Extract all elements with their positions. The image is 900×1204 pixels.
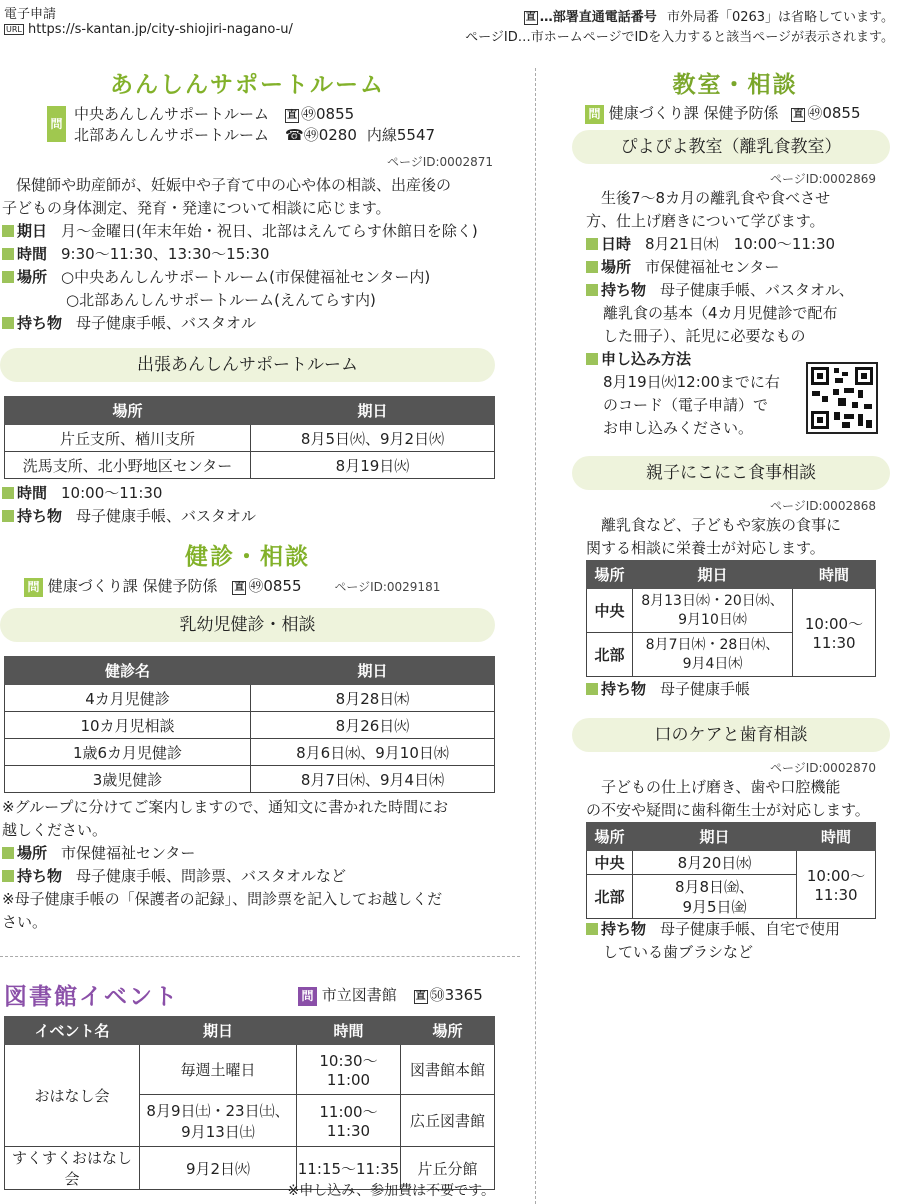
anshin-contact-1: 中央あんしんサポートルーム 直 ㊾0855 [74,105,355,123]
kuchi-table: 場所 期日 時間 中央 8月20日㈬ 10:00～ 11:30 北部 8月8日㈮、 9月5日㈮ [586,822,876,919]
kuchi-title: 口のケアと歯育相談 [572,718,890,752]
tel-mark-icon: 直 [234,582,245,593]
table-row: おはなし会 毎週土曜日 10:30～ 11:00 図書館本館 [5,1045,495,1095]
library-title: 図書館イベント [4,984,179,1010]
qr-code-icon[interactable] [806,362,878,434]
phone-icon: ☎ [285,126,304,144]
anshin-time: 時間 9:30～11:30、13:30～15:30 [2,243,502,266]
anshin-title: あんしんサポートルーム [110,72,385,98]
table-row: 8月9日㈯・23日㈯、 9月13日㈯ 11:00～ 11:30 広丘図書館 [5,1095,495,1147]
table-row: 北部 8月7日㈭・28日㈭、 9月4日㈭ [587,633,876,677]
tel-legend [524,6,894,25]
table-row: 4カ月児健診 8月28日㈭ [5,685,495,712]
tel-mark-icon: 直 [287,110,298,121]
table-row: 1歳6カ月児健診 8月6日㈬、9月10日㈬ [5,739,495,766]
kuchi-pageid: ページID:0002870 [769,761,876,775]
tel-mark-icon: 直 [793,109,804,120]
oyako-table: 場所 期日 時間 中央 8月13日㈬・20日㈬、 9月10日㈬ 10:00～ 11:30 北部 8月7日㈭・28日㈭、 9月4日㈭ [586,560,876,677]
esinsei-label: 電子申請 [4,7,57,22]
nyuyoji-info: ※グループに分けてご案内しますので、通知文に書かれた時間にお 越しください。 場所 市保健福祉センター 持ち物 母子健康手帳、問診票、バスタオルなど ※母子健康手帳の「保護者の記録」、問診票を記入してお越しくだ さい。 [2,798,449,931]
kenshin-pageid: ページID:0029181 [334,580,441,594]
anshin-desc: 保健師や助産師が、妊娠中や子育て中の心や体の相談、出産後の 子どもの身体測定、発育・発達について相談に応じます。 期日 月～金曜日(年末年始・祝日、北部はえんてらす休館日を除く) 時間 9:30～11:30、13:30～15:30 場所 ○中央あんしんサポートルーム(市保健福祉センター内) ○北部あんしんサポートルーム(えんてらす内) 持ち物 母子健康手帳、バスタオル [2,174,502,335]
library-table: イベント名 期日 時間 場所 おはなし会 毎週土曜日 10:30～ 11:00 図書館本館 8月9日㈯・23日㈯、 9月13日㈯ 11:00～ 11:30 広丘図書館 すくすくおはなし会 9月2日㈫ 11:15～11:35 片丘分館 [4,1016,495,1190]
tel-legend-note: 市外局番「0263」は省略しています。 [666,10,894,25]
piyo-info: 生後7～8カ月の離乳食や食べさせ 方、仕上げ磨きについて学びます。 日時 8月21日㈭ 10:00～11:30 場所 市保健福祉センター 持ち物 母子健康手帳、バスタオル、 離乳食の基本（4カ月児健診で配布 した冊子）、託児に必要なもの 申し込み方法 8月19日㈫12:00までに右 のコード（電子申請）で お申し込みください。 [586,189,854,437]
url-icon: URL [6,25,22,34]
column-divider [535,68,536,1204]
table-row: すくすくおはなし会 9月2日㈫ 11:15～11:35 片丘分館 [5,1147,495,1190]
kyoshitsu-title: 教室・相談 [672,72,798,98]
tel-mark-icon: 直 [525,12,536,23]
pageid-note: ページID…市ホームページでIDを入力すると該当ページが表示されます。 [465,30,894,45]
tel-legend-title: …部署直通電話番号 [539,10,657,25]
kenshin-title: 健診・相談 [185,544,310,570]
kyoshitsu-contact: 問 健康づくり課 保健予防係 直 ㊾0855 [585,102,895,125]
shutcho-info: 時間 10:00～11:30 持ち物 母子健康手帳、バスタオル [2,482,256,528]
tou-icon: 問 [585,105,604,124]
kenshin-contact: 問 健康づくり課 保健予防係 直 ㊾0855 ページID:0029181 [24,575,504,599]
table-row: 10カ月児相談 8月26日㈫ [5,712,495,739]
tel-mark-icon: 直 [415,991,426,1002]
table-row: 3歳児健診 8月7日㈭、9月4日㈭ [5,766,495,793]
library-contact: 問 市立図書館 直 ㊿3365 [298,984,483,1007]
anshin-contact-2: 北部あんしんサポートルーム ☎㊾0280 内線5547 [74,126,436,144]
anshin-bring: 持ち物 母子健康手帳、バスタオル [2,312,502,335]
table-row: 洗馬支所、北小野地区センター 8月19日㈫ [5,452,495,479]
oyako-title: 親子にこにこ食事相談 [572,456,890,490]
oyako-bring: 持ち物 母子健康手帳 [586,678,750,701]
section-divider [0,956,520,957]
table-row: 中央 8月13日㈬・20日㈬、 9月10日㈬ 10:00～ 11:30 [587,589,876,633]
nyuyoji-title: 乳幼児健診・相談 [0,608,495,642]
tou-icon: 問 [298,987,317,1006]
nyuyoji-table: 健診名 期日 4カ月児健診 8月28日㈭ 10カ月児相談 8月26日㈫ 1歳6カ月児健診 8月6日㈬、9月10日㈬ 3歳児健診 8月7日㈭、9月4日㈭ [4,656,495,793]
library-note: ※申し込み、参加費は不要です。 [287,1183,495,1199]
table-row: 中央 8月20日㈬ 10:00～ 11:30 [587,851,876,875]
piyo-pageid: ページID:0002869 [769,172,876,186]
tou-icon: 問 [47,106,66,142]
kuchi-bring: 持ち物 母子健康手帳、自宅で使用 している歯ブラシなど [586,918,896,964]
oyako-pageid: ページID:0002868 [769,499,876,513]
anshin-place: 場所 ○中央あんしんサポートルーム(市保健福祉センター内) [2,266,502,289]
url-text[interactable]: https://s-kantan.jp/city-shiojiri-nagano-u/ [28,22,293,37]
oyako-desc: 離乳食など、子どもや家族の食事に 関する相談に栄養士が対応します。 [586,516,842,557]
kuchi-desc: 子どもの仕上げ磨き、歯や口腔機能 の不安や疑問に歯科衛生士が対応します。 [586,778,870,819]
piyo-title: ぴよぴよ教室（離乳食教室） [572,130,890,164]
tou-icon: 問 [24,578,43,597]
table-row: 片丘支所、楢川支所 8月5日㈫、9月2日㈫ [5,425,495,452]
anshin-pageid: ページID:0002871 [386,155,493,169]
table-row: 北部 8月8日㈮、 9月5日㈮ [587,875,876,919]
shutcho-table: 場所 期日 片丘支所、楢川支所 8月5日㈫、9月2日㈫ 洗馬支所、北小野地区センター 8月19日㈫ [4,396,495,479]
url-line[interactable] [4,22,293,37]
anshin-date: 期日 月～金曜日(年末年始・祝日、北部はえんてらす休館日を除く) [2,220,502,243]
shutcho-title: 出張あんしんサポートルーム [0,348,495,382]
